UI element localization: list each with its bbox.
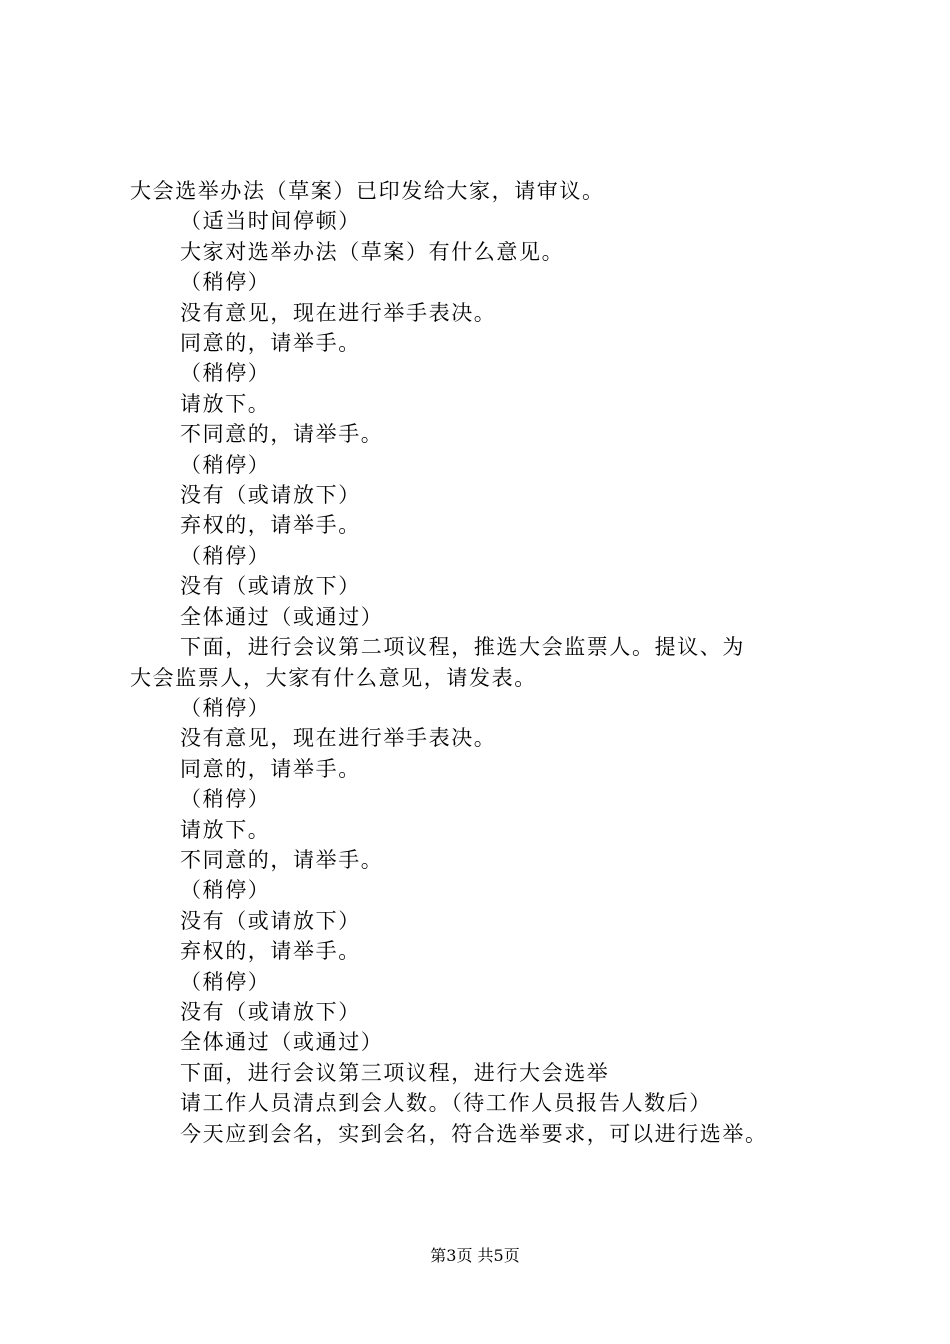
paragraph-line: 同意的，请举手。 <box>180 331 361 356</box>
paragraph-line: 下面，进行会议第三项议程，进行大会选举 <box>180 1060 610 1085</box>
paragraph-line: 不同意的，请举手。 <box>180 422 384 447</box>
paragraph-line: 没有意见，现在进行举手表决。 <box>180 726 497 751</box>
paragraph-line: （稍停） <box>180 543 271 568</box>
paragraph-line: 没有（或请放下） <box>180 999 361 1024</box>
paragraph-line: 没有（或请放下） <box>180 574 361 599</box>
paragraph-line: 同意的，请举手。 <box>180 756 361 781</box>
paragraph-line: 没有（或请放下） <box>180 908 361 933</box>
document-body <box>130 176 850 1149</box>
paragraph-line: （稍停） <box>180 787 271 812</box>
paragraph-line: 弃权的，请举手。 <box>180 939 361 964</box>
paragraph-line: 今天应到会名，实到会名，符合选举要求，可以进行选举。 <box>180 1121 768 1146</box>
paragraph-line: 大会选举办法（草案）已印发给大家，请审议。 <box>130 179 605 203</box>
paragraph-line: （稍停） <box>180 270 271 295</box>
paragraph-line: （稍停） <box>180 878 271 903</box>
page-number-footer: 第3页 共5页 <box>430 1246 520 1265</box>
paragraph-line: 请放下。 <box>180 817 271 842</box>
paragraph-line: （稍停） <box>180 695 271 720</box>
paragraph-line: 请工作人员清点到会人数。（待工作人员报告人数后） <box>180 1091 712 1116</box>
paragraph-line: （稍停） <box>180 452 271 477</box>
paragraph-line: 大会监票人，大家有什么意见，请发表。 <box>130 665 537 690</box>
paragraph-line: 大家对选举办法（草案）有什么意见。 <box>180 239 565 264</box>
paragraph-line: 没有（或请放下） <box>180 483 361 508</box>
paragraph-line: （稍停） <box>180 969 271 994</box>
paragraph-line: 没有意见，现在进行举手表决。 <box>180 300 497 325</box>
paragraph-line: 请放下。 <box>180 391 271 416</box>
paragraph-line: 不同意的，请举手。 <box>180 847 384 872</box>
paragraph-line: 弃权的，请举手。 <box>180 513 361 538</box>
paragraph-line: 全体通过（或通过） <box>180 1030 384 1055</box>
paragraph-line: 全体通过（或通过） <box>180 604 384 629</box>
paragraph-line: （适当时间停顿） <box>180 209 361 234</box>
paragraph-line: （稍停） <box>180 361 271 386</box>
paragraph-line: 下面，进行会议第二项议程，推选大会监票人。提议、为 <box>180 635 745 660</box>
